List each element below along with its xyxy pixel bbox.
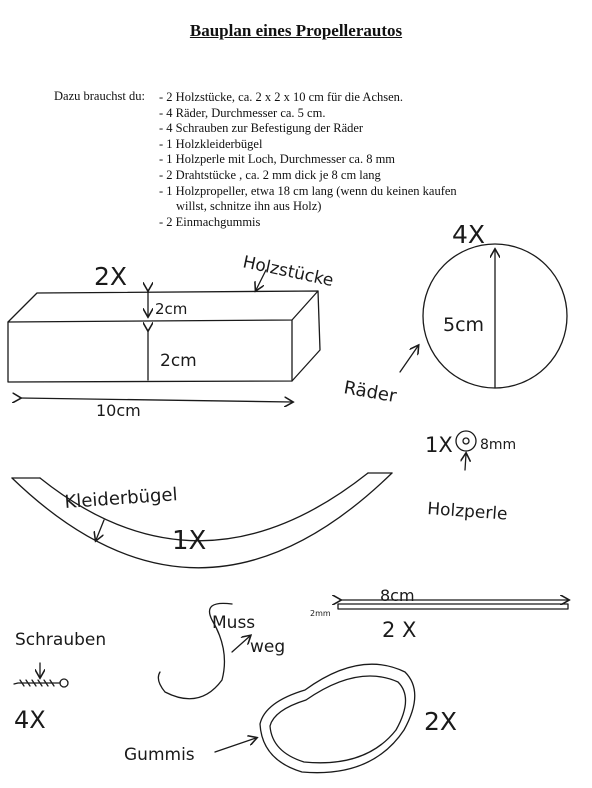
material-item: - 4 Räder, Durchmesser ca. 5 cm. — [159, 105, 326, 120]
bead-size: 8mm — [480, 437, 517, 453]
material-item: - 2 Holzstücke, ca. 2 x 2 x 10 cm für die Achsen. — [159, 90, 404, 104]
material-item: - 1 Holzpropeller, etwa 18 cm lang (wenn du keinen kaufen — [159, 183, 457, 198]
wire-length: 8cm — [380, 586, 415, 605]
rubber-label: Gummis — [124, 745, 195, 765]
bead-drawing — [456, 431, 476, 470]
screw-label: Schrauben — [15, 630, 107, 650]
wheel-diameter: 5cm — [443, 314, 485, 336]
screw-count: 4X — [14, 706, 46, 734]
materials-intro: Dazu brauchst du: — [54, 89, 145, 103]
wheel-label: Räder — [342, 377, 399, 408]
hanger-label: Kleiderbügel — [63, 484, 179, 513]
rubber-count: 2X — [424, 707, 458, 736]
wood-dim-length: 10cm — [96, 401, 141, 420]
wood-block-drawing — [8, 270, 320, 402]
wood-dim-top: 2cm — [155, 300, 188, 318]
screw-drawing — [14, 663, 68, 687]
material-item: - 2 Einmachgummis — [159, 214, 261, 229]
material-item: - 1 Holzkleiderbügel — [159, 136, 263, 151]
rubber-band-drawing — [215, 664, 415, 772]
wire-count: 2 X — [382, 618, 417, 642]
material-item: - 2 Drahtstücke , ca. 2 mm dick je 8 cm lang — [159, 167, 381, 182]
wood-dim-front: 2cm — [160, 351, 197, 371]
hanger-count: 1X — [172, 526, 207, 556]
material-item: willst, schnitze ihn aus Holz) — [176, 199, 322, 214]
hanger-note-line1: Muss — [212, 613, 256, 633]
wire-drawing — [338, 600, 568, 609]
wheel-count: 4X — [452, 220, 486, 249]
wood-label: Holzstücke — [240, 252, 336, 292]
bead-count: 1X — [425, 433, 453, 457]
wire-thickness: 2mm — [310, 609, 331, 618]
material-item: - 1 Holzperle mit Loch, Durchmesser ca. 8 mm — [159, 152, 396, 167]
bead-label: Holzperle — [426, 499, 509, 525]
wood-count: 2X — [94, 262, 128, 291]
hanger-note-line2: weg — [250, 637, 286, 657]
material-item: - 4 Schrauben zur Befestigung der Räder — [159, 121, 364, 136]
page-title: Bauplan eines Propellerautos — [189, 21, 403, 40]
